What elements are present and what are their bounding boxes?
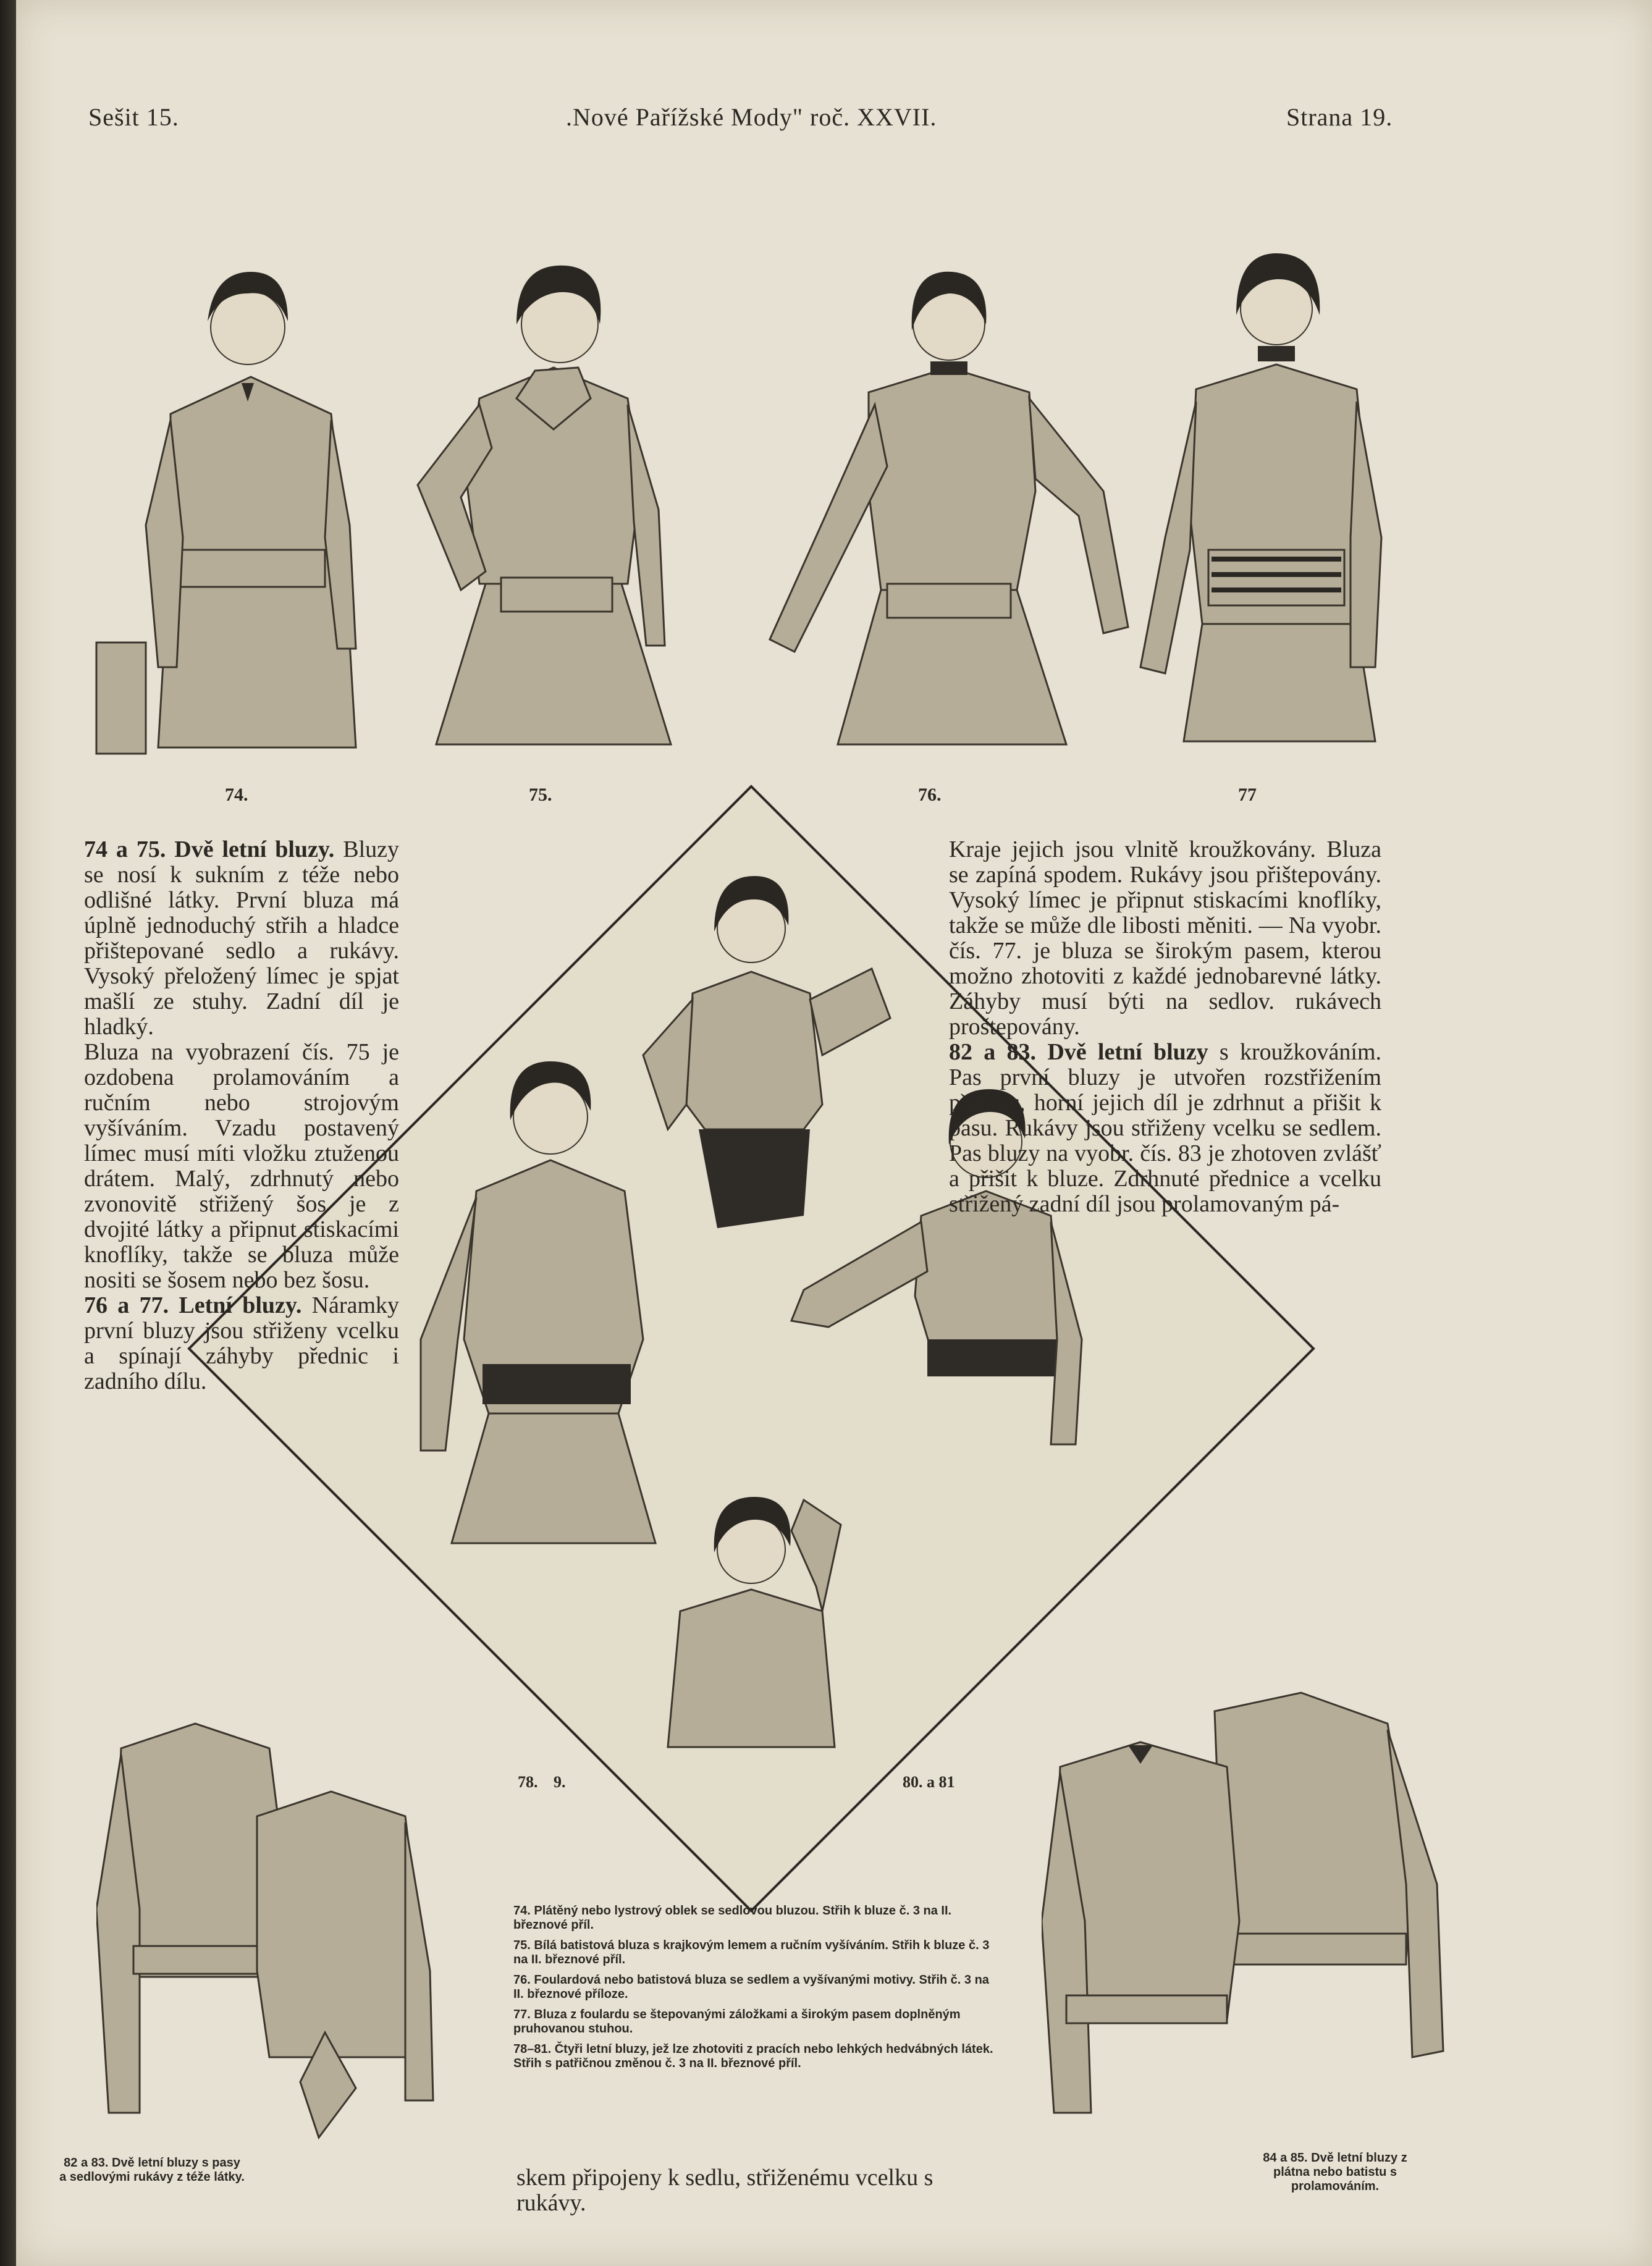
figure-captions xyxy=(513,1904,995,2077)
paragraph-82-83-text: s kroužkováním. Pas první bluzy je utvořen rozstřižením přednic, horní jejich díl je zdrhnut a přišit k pasu. Rukávy jsou střiženy vcelku se sedlem. Pas bluzy na vyobr. čís. 83 je zhotoven zvlášť a přišit k bluze. Zdrhnuté přednice a vcelku střižený zadní díl jsou prolamovaným pá- xyxy=(949,1039,1381,1217)
book-binding xyxy=(0,0,16,2266)
paragraph-75-description: Bluza na vyobrazení čís. 75 je ozdobena prolamováním a ručním nebo strojovým vyšíváním. Vzadu postavený límec musí míti vložku ztuženou drátem. Malý, zdrhnutý nebo zvonovitě střižený šos je z dvojité látky a připnut stiskacími knoflíky, takže se bluza může nositi se šosem nebo bez šosu. xyxy=(84,1039,399,1293)
paragraph-76-77-text: Náramky první bluzy jsou střiženy vcelku a spínají záhyby přednic i zadního dílu. xyxy=(84,1292,400,1394)
issue-number: Sešit 15. xyxy=(88,103,179,131)
caption-76: 76. Foulardová nebo batistová bluza se sedlem a vyšívanými motivy. Střih č. 3 na II. březnové příloze. xyxy=(513,1973,989,2001)
figure-label-74: 74. xyxy=(225,785,248,805)
caption-75: 75. Bílá batistová bluza s krajkovým lemem a ručním vyšíváním. Střih k bluze č. 3 na II. březnové příl. xyxy=(513,1939,990,1966)
figure-label-76: 76. xyxy=(918,785,942,805)
figure-label-77: 77 xyxy=(1238,785,1257,805)
illustration-blouses-82-83 xyxy=(96,1711,442,2144)
caption-78-81: 78–81. Čtyři letní bluzy, jež lze zhotoviti z pracích nebo lehkých hedvábných látek. Střih s patřičnou změnou č. 3 na II. březnové příl. xyxy=(513,2042,993,2070)
paragraph-74-75 xyxy=(84,837,399,1040)
illustration-figure-75 xyxy=(393,139,714,763)
illustration-figure-74 xyxy=(90,142,399,760)
magazine-page xyxy=(16,0,1652,2266)
heading-74-75: 74 a 75. Dvě letní bluzy. xyxy=(84,836,335,862)
page-number: Strana 19. xyxy=(1286,103,1393,131)
figure-label-80-81: 80. a 81 xyxy=(903,1773,955,1791)
paragraph-82-83 xyxy=(949,1040,1381,1217)
caption-82-83: 82 a 83. Dvě letní bluzy s pasy a sedlovými rukávy z téže látky. xyxy=(59,2156,245,2184)
caption-77: 77. Bluza z foulardu se štepovanými záložkami a širokým pasem doplněným pruhovanou stuhou. xyxy=(513,2008,961,2036)
illustration-blouses-84-85 xyxy=(1042,1687,1474,2131)
paragraph-76-77-continued: Kraje jejich jsou vlnitě kroužkovány. Bluza se zapíná spodem. Rukávy jsou přištepovány. Vysoký límec je připnut stiskacími knoflíky, takže se může dle libosti měniti. — Na vyobr. čís. 77. je bluza se širokým pasem, kterou možno zhotoviti z každé jednobarevné látky. Záhyby musí býti na sedlov. rukávech proštepovány. xyxy=(949,836,1381,1040)
paragraph-74-75-text: Bluzy se nosí k sukním z téže nebo odlišné látky. První bluza má úplně jednoduchý střih a hladce přištepované sedlo a rukávy. Vysoký přeložený límec je spjat mašlí ze stuhy. Zadní díl je hladký. xyxy=(84,836,399,1040)
magazine-title: .Nové Pařížské Mody" roč. XXVII. xyxy=(566,103,937,131)
figure-label-75: 75. xyxy=(529,785,552,805)
figure-label-78: 78. xyxy=(518,1773,538,1791)
article-left-column xyxy=(84,837,399,1394)
paragraph-76-77 xyxy=(84,1293,399,1394)
caption-84-85: 84 a 85. Dvě letní bluzy z plátna nebo batistu s prolamováním. xyxy=(1263,2151,1407,2193)
caption-74: 74. Plátěný nebo lystrový oblek se sedlovou bluzou. Střih k bluze č. 3 na II. březnové příl. xyxy=(513,1904,952,1932)
illustration-figure-77 xyxy=(1091,142,1462,760)
article-right-column xyxy=(949,837,1381,1217)
heading-82-83: 82 a 83. Dvě letní bluzy xyxy=(949,1039,1208,1065)
heading-76-77: 76 a 77. Letní bluzy. xyxy=(84,1292,302,1318)
article-bottom-text: skem připojeny k sedlu, střiženému vcelku s rukávy. xyxy=(516,2165,933,2216)
figure-label-79: 9. xyxy=(554,1773,566,1791)
